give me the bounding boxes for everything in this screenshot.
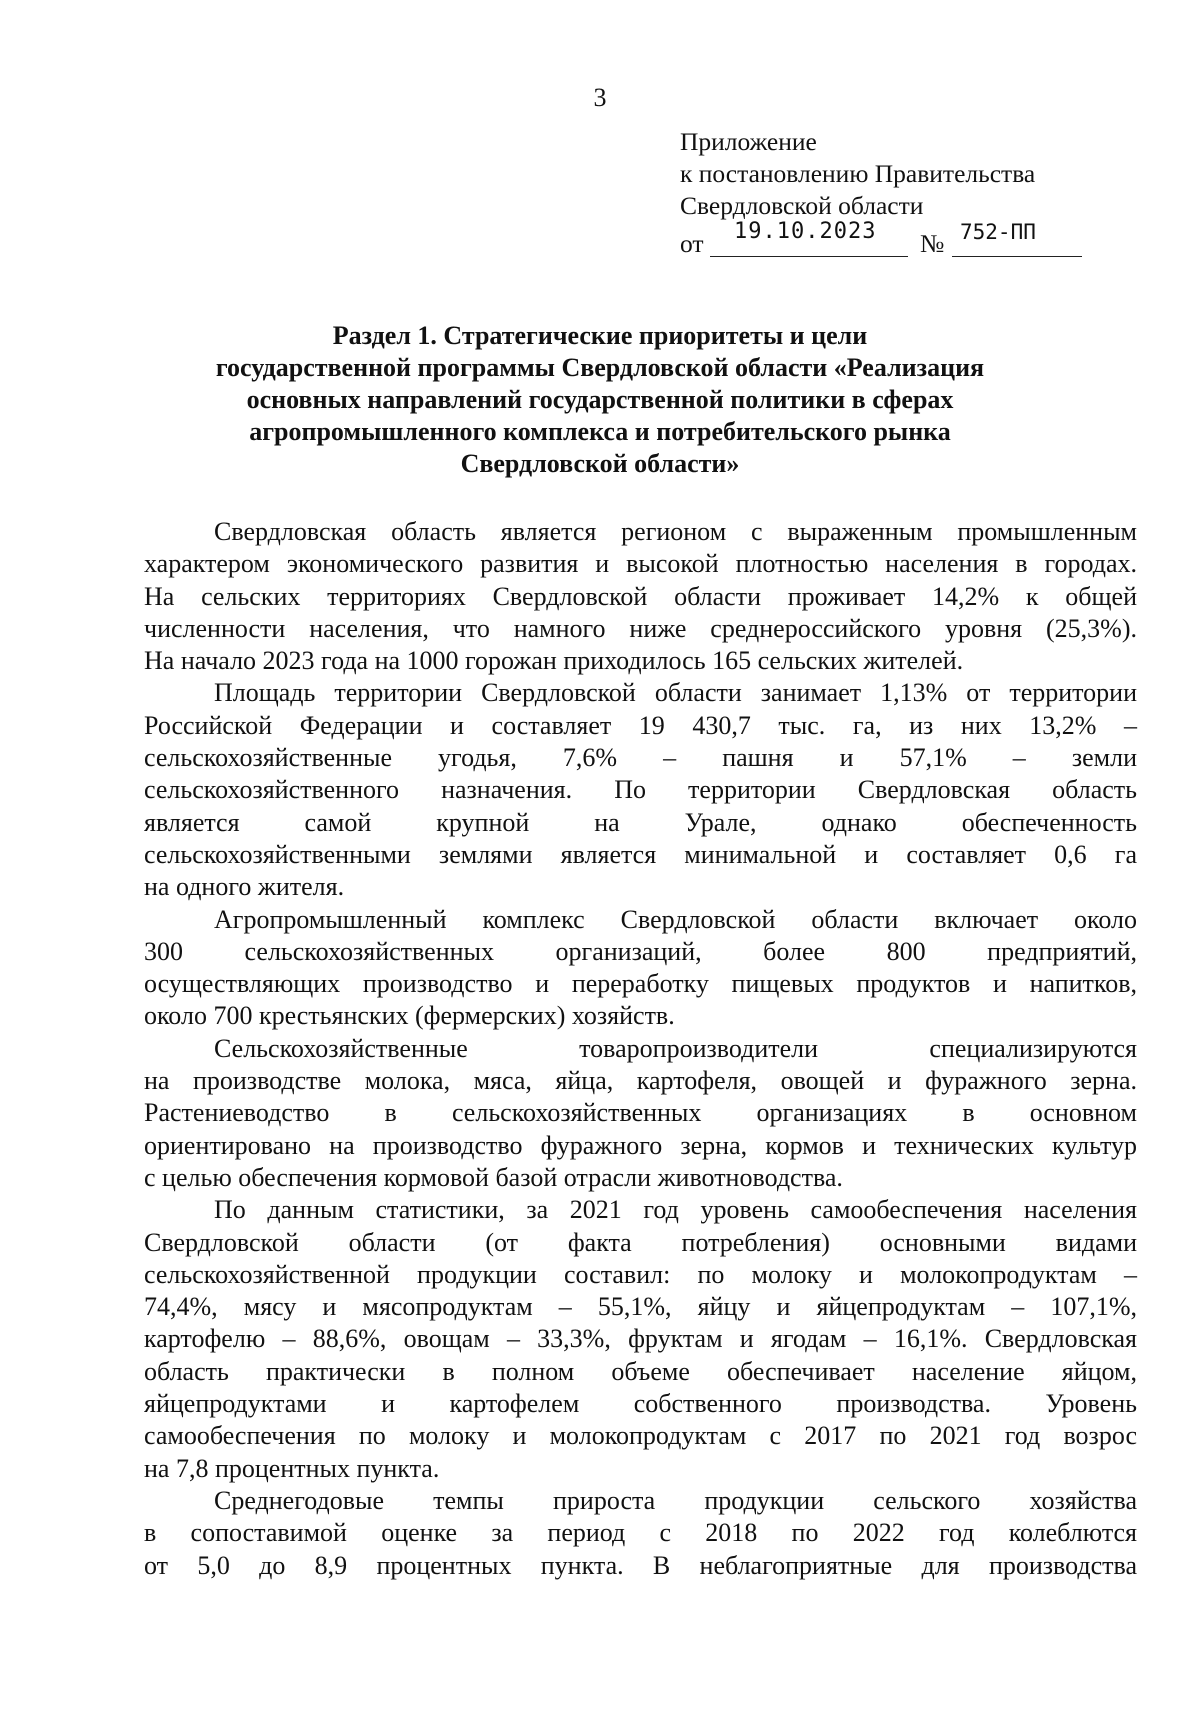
appendix-resolution-line: к постановлению Правительства bbox=[680, 159, 1036, 188]
section-title-line: основных направлений государственной политики в сферах bbox=[246, 385, 954, 414]
text-line: Свердловская область является регионом с выраженным промышленным bbox=[214, 517, 1137, 546]
body-paragraph bbox=[144, 904, 1137, 1033]
text-line: самообеспечения по молоку и молокопродуктам с 2017 по 2021 год возрос bbox=[144, 1421, 1137, 1451]
resolution-date: 19.10.2023 bbox=[734, 219, 877, 244]
page-number: 3 bbox=[593, 83, 607, 112]
text-line: яйцепродуктами и картофелем собственного производства. Уровень bbox=[144, 1389, 1137, 1419]
text-line: На сельских территориях Свердловской области проживает 14,2% к общей bbox=[144, 581, 1137, 611]
text-line: 74,4%, мясу и мясопродуктам – 55,1%, яйцу и яйцепродуктам – 107,1%, bbox=[144, 1292, 1137, 1322]
text-line: с целью обеспечения кормовой базой отрасли животноводства. bbox=[144, 1162, 843, 1192]
text-line: в сопоставимой оценке за период с 2018 по 2022 год колеблются bbox=[144, 1518, 1137, 1548]
text-line: на 7,8 процентных пункта. bbox=[144, 1453, 440, 1483]
appendix-date-number-row bbox=[680, 219, 1100, 258]
text-line: Свердловской области (от факта потребления) основными видами bbox=[144, 1227, 1137, 1257]
text-line: численности населения, что намного ниже среднероссийского уровня (25,3%). bbox=[144, 613, 1137, 643]
body-paragraph bbox=[144, 1485, 1137, 1582]
appendix-header bbox=[680, 126, 1100, 256]
section-title-line: государственной программы Свердловской области «Реализация bbox=[215, 353, 985, 382]
text-line: на одного жителя. bbox=[144, 872, 345, 902]
text-line: На начало 2023 года на 1000 горожан приходилось 165 сельских жителей. bbox=[144, 646, 964, 676]
text-line: около 700 крестьянских (фермерских) хозяйств. bbox=[144, 1001, 675, 1031]
section-title-line: агропромышленного комплекса и потребительского рынка bbox=[249, 417, 951, 446]
text-line: Сельскохозяйственные товаропроизводители специализируются bbox=[214, 1033, 1137, 1063]
text-line: на производстве молока, мяса, яйца, картофеля, овощей и фуражного зерна. bbox=[144, 1066, 1137, 1096]
text-line: 300 сельскохозяйственных организаций, более 800 предприятий, bbox=[144, 936, 1137, 966]
body-paragraph bbox=[144, 677, 1137, 903]
body-text bbox=[144, 516, 1137, 1582]
section-title-line: Раздел 1. Стратегические приоритеты и цели bbox=[332, 321, 868, 350]
text-line: осуществляющих производство и переработку пищевых продуктов и напитков, bbox=[144, 969, 1137, 999]
section-title bbox=[150, 320, 1050, 480]
text-line: Среднегодовые темпы прироста продукции сельского хозяйства bbox=[214, 1485, 1137, 1515]
text-line: Агропромышленный комплекс Свердловской области включает около bbox=[214, 904, 1137, 934]
number-sign-label: № bbox=[920, 229, 945, 258]
text-line: является самой крупной на Урале, однако обеспеченность bbox=[144, 807, 1137, 837]
body-paragraph bbox=[144, 1033, 1137, 1194]
text-line: По данным статистики, за 2021 год уровень самообеспечения населения bbox=[214, 1195, 1137, 1225]
appendix-title: Приложение bbox=[680, 127, 817, 156]
body-paragraph bbox=[144, 516, 1137, 677]
text-line: Площадь территории Свердловской области занимает 1,13% от территории bbox=[214, 678, 1137, 708]
text-line: сельскохозяйственными землями является минимальной и составляет 0,6 га bbox=[144, 839, 1137, 869]
text-line: сельскохозяйственного назначения. По территории Свердловская область bbox=[144, 775, 1137, 805]
text-line: от 5,0 до 8,9 процентных пункта. В неблагоприятные для производства bbox=[144, 1550, 1137, 1580]
text-line: характером экономического развития и высокой плотностью населения в городах. bbox=[144, 549, 1137, 579]
body-paragraph bbox=[144, 1194, 1137, 1485]
section-title-line: Свердловской области» bbox=[460, 449, 740, 478]
text-line: сельскохозяйственной продукции составил: по молоку и молокопродуктам – bbox=[144, 1259, 1137, 1289]
date-prefix-label: от bbox=[680, 229, 704, 258]
text-line: область практически в полном объеме обеспечивает население яйцом, bbox=[144, 1356, 1137, 1386]
text-line: сельскохозяйственные угодья, 7,6% – пашня и 57,1% – земли bbox=[144, 743, 1137, 773]
resolution-number: 752-ПП bbox=[960, 220, 1036, 244]
text-line: ориентировано на производство фуражного зерна, кормов и технических культур bbox=[144, 1130, 1137, 1160]
text-line: Российской Федерации и составляет 19 430,7 тыс. га, из них 13,2% – bbox=[144, 710, 1137, 740]
text-line: Растениеводство в сельскохозяйственных организациях в основном bbox=[144, 1098, 1137, 1128]
appendix-region-line: Свердловской области bbox=[680, 191, 924, 220]
text-line: картофелю – 88,6%, овощам – 33,3%, фруктам и ягодам – 16,1%. Свердловская bbox=[144, 1324, 1137, 1354]
